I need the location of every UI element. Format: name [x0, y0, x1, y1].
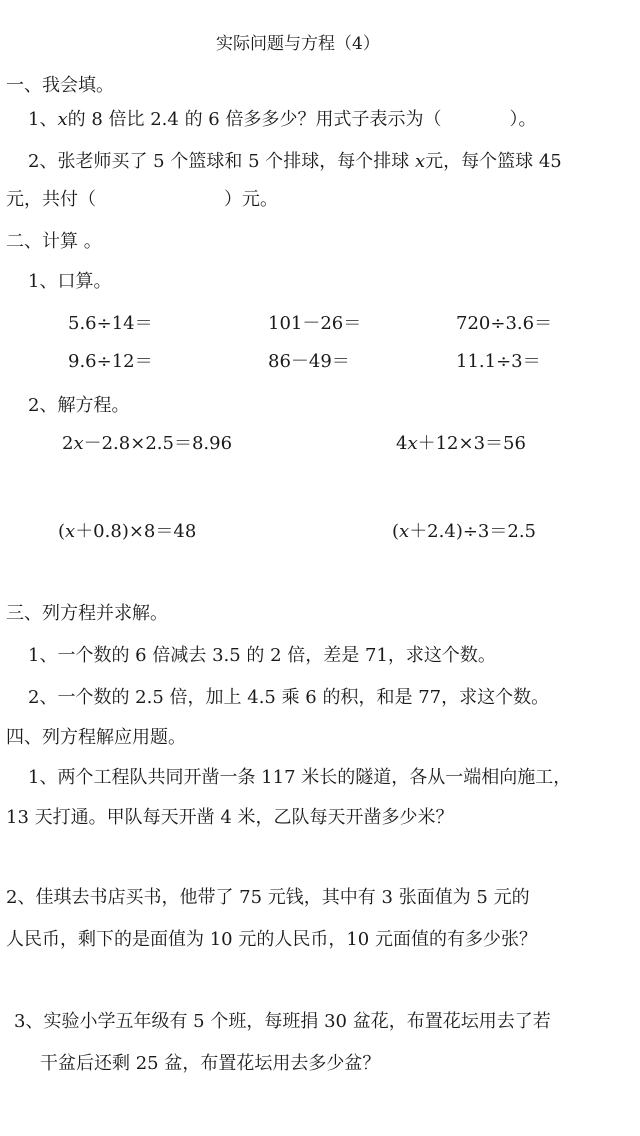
- oral-item: 101－26＝: [268, 313, 362, 334]
- q-end: ）元。: [224, 189, 278, 210]
- question-4-1-line2: 13 天打通。甲队每天开凿 4 米，乙队每天开凿多少米？: [6, 807, 454, 828]
- question-3-2: 2、一个数的 2.5 倍，加上 4.5 乘 6 的积，和是 77，求这个数。: [28, 687, 550, 708]
- oral-item: 720÷3.6＝: [456, 313, 553, 334]
- section-2-heading: 二、计算 。: [6, 231, 102, 252]
- equation-3: [58, 520, 196, 544]
- question-1-1: [28, 108, 536, 132]
- variable-x: x: [407, 433, 418, 454]
- eq-part: －2.8×2.5＝8.96: [83, 433, 233, 454]
- question-1-2-line1: [28, 150, 562, 174]
- oral-item: 86－49＝: [268, 351, 350, 372]
- question-4-3-line2: 干盆后还剩 25 盆，布置花坛用去多少盆？: [40, 1053, 381, 1074]
- equation-2: [396, 432, 526, 456]
- oral-item: 9.6÷12＝: [68, 351, 153, 372]
- eq-part: ＋12×3＝56: [417, 433, 526, 454]
- equation-1: [62, 432, 232, 456]
- question-4-1-line1: 1、两个工程队共同开凿一条 117 米长的隧道，各从一端相向施工，: [28, 767, 572, 788]
- eq-part: (: [392, 521, 400, 542]
- variable-x: x: [414, 151, 426, 172]
- section-4-heading: 四、列方程解应用题。: [6, 727, 186, 748]
- question-1-2-line2: [6, 188, 278, 212]
- q-text: 元，共付（: [6, 189, 96, 210]
- question-4-2-line1: 2、佳琪去书店买书，他带了 75 元钱，其中有 3 张面值为 5 元的: [6, 887, 530, 908]
- eq-part: ＋2.4)÷3＝2.5: [409, 521, 536, 542]
- page-title: 实际问题与方程（4）: [216, 34, 380, 54]
- q-end: ）。: [509, 109, 537, 130]
- q-text: 的 8 倍比 2.4 的 6 倍多多少？用式子表示为（: [67, 109, 442, 130]
- oral-item: 11.1÷3＝: [456, 351, 541, 372]
- variable-x: x: [65, 521, 76, 542]
- variable-x: x: [73, 433, 84, 454]
- eq-part: 2: [62, 433, 74, 454]
- equation-heading: 2、解方程。: [28, 395, 130, 416]
- section-1-heading: 一、我会填。: [6, 75, 114, 96]
- q-text: 2、张老师买了 5 个篮球和 5 个排球，每个排球: [28, 151, 415, 172]
- q-text-cont: 元，每个篮球 45: [425, 151, 562, 172]
- eq-part: 4: [396, 433, 408, 454]
- eq-part: (: [58, 521, 66, 542]
- variable-x: x: [399, 521, 410, 542]
- question-3-1: 1、一个数的 6 倍减去 3.5 的 2 倍，差是 71，求这个数。: [28, 645, 496, 666]
- variable-x: x: [57, 109, 68, 130]
- eq-part: ＋0.8)×8＝48: [75, 521, 197, 542]
- oral-calc-heading: 1、口算。: [28, 271, 112, 292]
- question-4-2-line2: 人民币，剩下的是面值为 10 元的人民币，10 元面值的有多少张？: [6, 929, 537, 950]
- q-number: 1、: [28, 109, 58, 130]
- question-4-3-line1: 3、实验小学五年级有 5 个班，每班捐 30 盆花，布置花坛用去了若: [14, 1011, 551, 1032]
- equation-4: [392, 520, 536, 544]
- oral-item: 5.6÷14＝: [68, 313, 153, 334]
- section-3-heading: 三、列方程并求解。: [6, 603, 168, 624]
